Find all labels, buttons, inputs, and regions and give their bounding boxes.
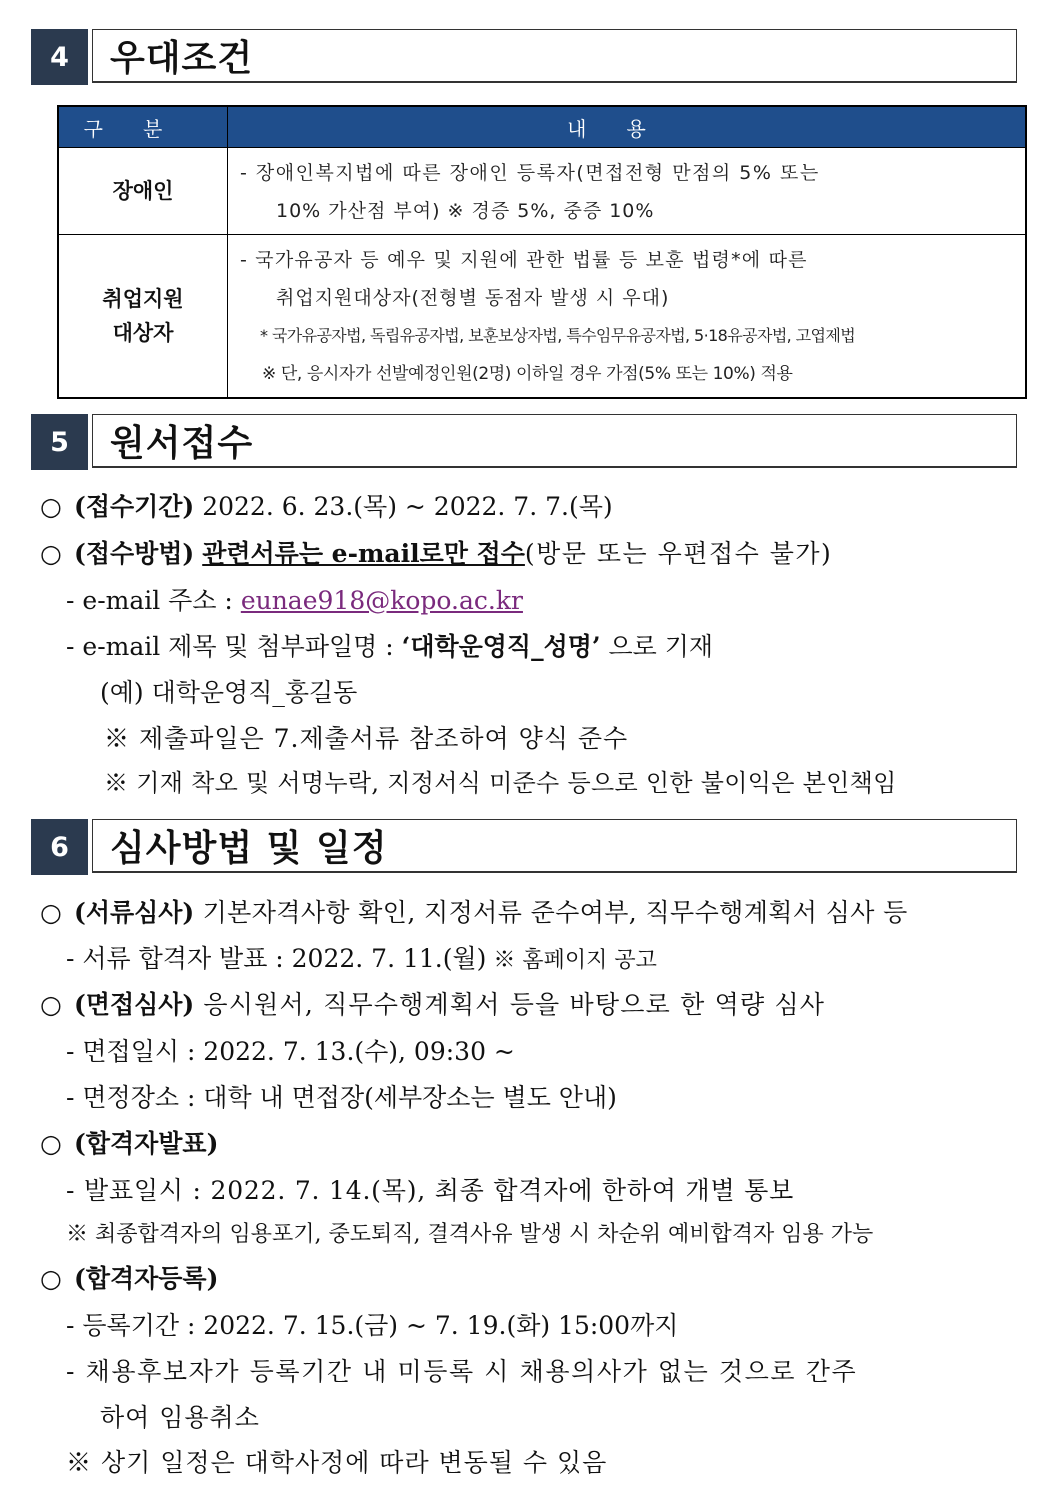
label: (서류심사): [74, 898, 195, 927]
reception-period: [0, 492, 613, 522]
label: (합격자발표): [74, 1129, 219, 1158]
content-line: - 장애인복지법에 따른 장애인 등록자(면접전형 만점의 5% 또는: [240, 162, 820, 184]
registration-period: - 등록기간 : 2022. 7. 15.(금) ~ 7. 19.(화) 15:00까지: [66, 1311, 679, 1340]
value: (방문 또는 우편접수 불가): [524, 539, 833, 568]
row-content-disabled: [228, 148, 1027, 235]
value: 기본자격사항 확인, 지정서류 준수여부, 직무수행계획서 심사 등: [194, 898, 908, 927]
circle-bullet: ○: [40, 1264, 62, 1293]
section-title: 원서접수: [92, 414, 1017, 468]
circle-bullet: ○: [40, 990, 62, 1019]
document-review: [0, 898, 908, 928]
value: 으로 기재: [600, 632, 714, 661]
circle-bullet: ○: [40, 1129, 62, 1158]
email-link[interactable]: eunae918@kopo.ac.kr: [240, 586, 523, 615]
section-title: 심사방법 및 일정: [92, 819, 1017, 873]
note: ※ 홈페이지 공고: [486, 948, 657, 973]
circle-bullet: ○: [40, 898, 62, 927]
label: (접수기간): [74, 492, 195, 521]
section-4-header: [31, 29, 1017, 85]
preference-table: [57, 105, 1027, 399]
content-line: * 국가유공자법, 독립유공자법, 보훈보상자법, 특수임무유공자법, 5·18유공자법, 고엽제법: [260, 326, 856, 345]
value: 2022. 6. 23.(목) ~ 2022. 7. 7.(목): [194, 492, 613, 521]
example-line: (예) 대학운영직_홍길동: [100, 678, 358, 707]
row-content-employment-support: [228, 235, 1027, 399]
content-line: ※ 단, 응시자가 선발예정인원(2명) 이하일 경우 가점(5% 또는 10%) 적용: [262, 364, 793, 384]
section-6-header: [31, 819, 1017, 875]
final-note: ※ 상기 일정은 대학사정에 따라 변동될 수 있음: [66, 1448, 608, 1477]
result-announce: [0, 1129, 218, 1159]
registration-cancel-cont: 하여 임용취소: [100, 1403, 260, 1432]
table-header-category: 구분: [58, 106, 228, 148]
label: - e-mail 주소 :: [66, 586, 241, 615]
email-address: [0, 586, 523, 616]
note-line: ※ 기재 착오 및 서명누락, 지정서식 미준수 등으로 인한 불이익은 본인책임: [104, 769, 897, 797]
registration: [0, 1264, 218, 1294]
table-header-row: [58, 106, 1026, 148]
registration-cancel: - 채용후보자가 등록기간 내 미등록 시 채용의사가 없는 것으로 간주: [66, 1357, 858, 1386]
table-row: [58, 148, 1026, 235]
interview-place: - 면정장소 : 대학 내 면접장(세부장소는 별도 안내): [66, 1083, 617, 1112]
content-line: 10% 가산점 부여) ※ 경증 5%, 중증 10%: [276, 200, 655, 222]
row-label-line: 대상자: [112, 321, 174, 345]
emphasis: ‘대학운영직_성명’: [401, 632, 601, 661]
table-row: [58, 235, 1026, 399]
content-line: - 국가유공자 등 예우 및 지원에 관한 법률 등 보훈 법령*에 따른: [240, 249, 808, 271]
value: 응시원서, 직무수행계획서 등을 바탕으로 한 역량 심사: [194, 990, 826, 1019]
section-number: 4: [31, 29, 88, 85]
emphasis: 관련서류는 e-mail로만 접수: [202, 539, 525, 568]
circle-bullet: ○: [40, 492, 62, 521]
section-number: 5: [31, 414, 88, 470]
section-title: 우대조건: [92, 29, 1017, 83]
circle-bullet: ○: [40, 539, 62, 568]
label: - e-mail 제목 및 첨부파일명 :: [66, 632, 402, 661]
interview-review: [0, 990, 825, 1020]
section-5-header: [31, 414, 1017, 470]
content-line: 취업지원대상자(전형별 동점자 발생 시 우대): [276, 287, 670, 309]
section-number: 6: [31, 819, 88, 875]
result-note: ※ 최종합격자의 임용포기, 중도퇴직, 결격사유 발생 시 차순위 예비합격자 임용 가능: [66, 1222, 874, 1247]
label: (면접심사): [74, 990, 195, 1019]
value: - 서류 합격자 발표 : 2022. 7. 11.(월): [66, 944, 487, 973]
label: (접수방법): [74, 539, 195, 568]
email-subject: [0, 632, 713, 662]
interview-date: - 면접일시 : 2022. 7. 13.(수), 09:30 ~: [66, 1037, 515, 1066]
row-label-employment-support: [58, 235, 228, 399]
row-label-disabled: 장애인: [58, 148, 228, 235]
reception-method: [0, 539, 832, 569]
note-line: ※ 제출파일은 7.제출서류 참조하여 양식 준수: [104, 724, 629, 753]
result-date: - 발표일시 : 2022. 7. 14.(목), 최종 합격자에 한하여 개별 통보: [66, 1176, 795, 1205]
label: (합격자등록): [74, 1264, 219, 1293]
document-announce: [0, 944, 657, 976]
table-header-content: 내용: [228, 106, 1027, 148]
row-label-line: 취업지원: [102, 287, 184, 311]
